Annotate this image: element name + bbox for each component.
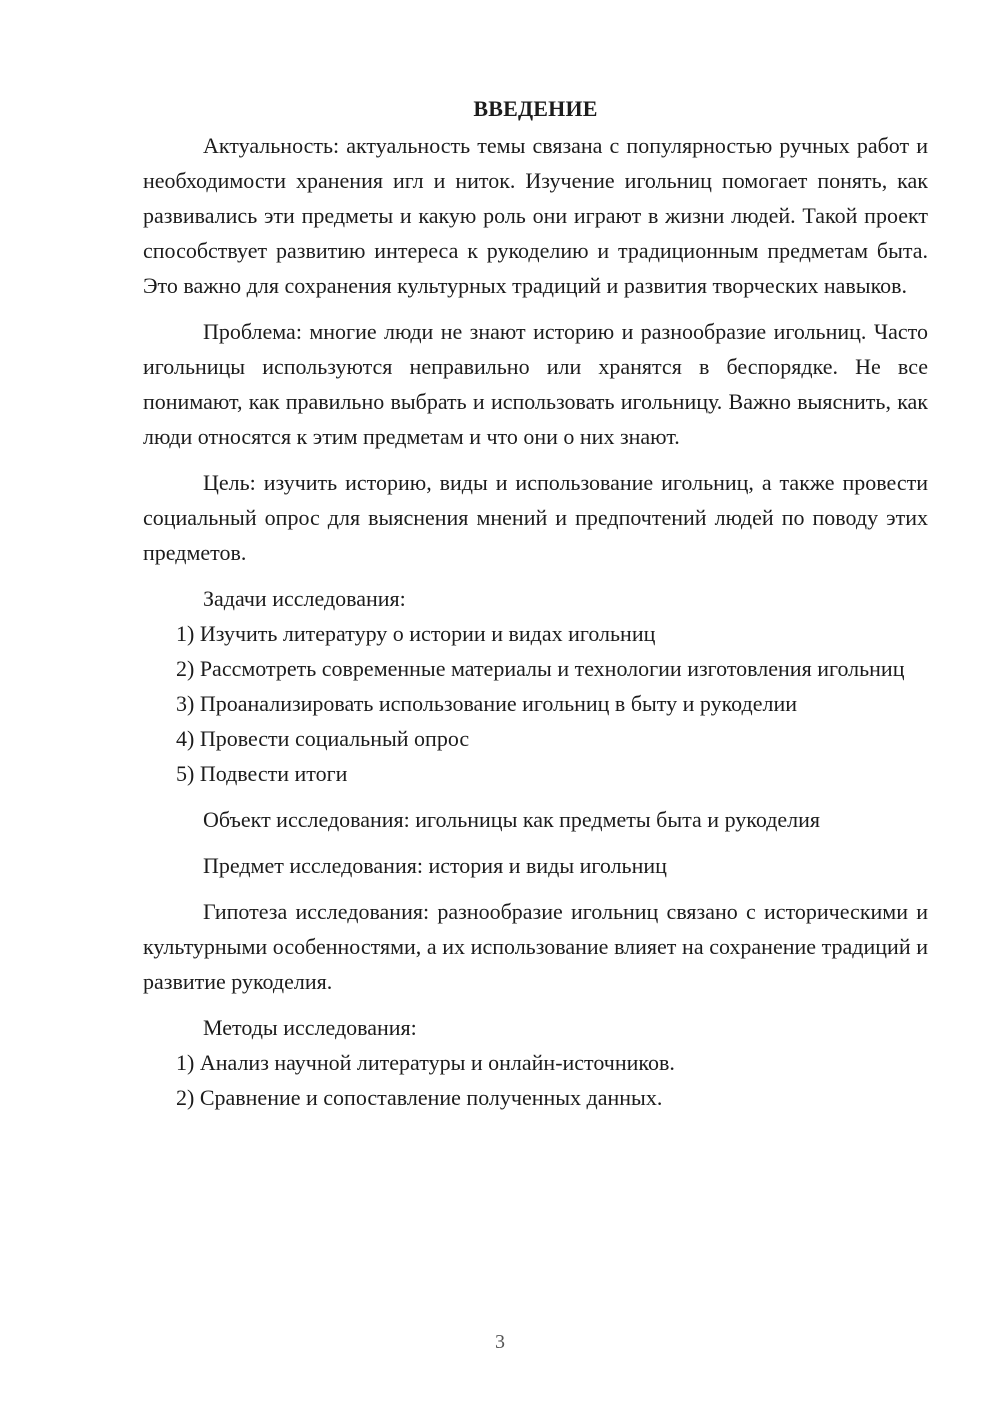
page-title: ВВЕДЕНИЕ xyxy=(473,96,598,121)
hypothesis-paragraph: Гипотеза исследования: разнообразие игольниц связано с историческими и культурными особенностями, а их использование влияет на сохранение традиций и развитие рукоделия. xyxy=(143,899,928,994)
methods-heading: Методы исследования: xyxy=(203,1015,417,1040)
method-item-1: 1) Анализ научной литературы и онлайн-источников. xyxy=(176,1050,675,1075)
goal-paragraph: Цель: изучить историю, виды и использование игольниц, а также провести социальный опрос для выяснения мнений и предпочтений людей по поводу этих предметов. xyxy=(143,470,928,565)
method-item-2: 2) Сравнение и сопоставление полученных данных. xyxy=(176,1085,663,1110)
page-number: 3 xyxy=(495,1331,505,1353)
object-paragraph: Объект исследования: игольницы как предметы быта и рукоделия xyxy=(203,807,821,832)
subject-paragraph: Предмет исследования: история и виды игольниц xyxy=(203,853,667,878)
problem-paragraph: Проблема: многие люди не знают историю и разнообразие игольниц. Часто игольницы используются неправильно или хранятся в беспорядке. Не все понимают, как правильно выбрать и использовать игольницу. Важно выяснить, как люди относятся к этим предметам и что они о них знают. xyxy=(143,319,928,449)
document-page xyxy=(143,92,928,1115)
task-item-4: 4) Провести социальный опрос xyxy=(176,726,470,751)
task-item-5: 5) Подвести итоги xyxy=(176,761,348,786)
task-item-3: 3) Проанализировать использование игольниц в быту и рукоделии xyxy=(176,691,798,716)
task-item-2: 2) Рассмотреть современные материалы и технологии изготовления игольниц xyxy=(176,656,905,681)
relevance-paragraph: Актуальность: актуальность темы связана с популярностью ручных работ и необходимости хранения игл и ниток. Изучение игольниц помогает понять, как развивались эти предметы и какую роль они играют в жизни людей. Такой проект способствует развитию интереса к рукоделию и традиционным предметам быта. Это важно для сохранения культурных традиций и развития творческих навыков. xyxy=(143,133,928,298)
tasks-heading: Задачи исследования: xyxy=(203,586,406,611)
task-item-1: 1) Изучить литературу о истории и видах игольниц xyxy=(176,621,656,646)
